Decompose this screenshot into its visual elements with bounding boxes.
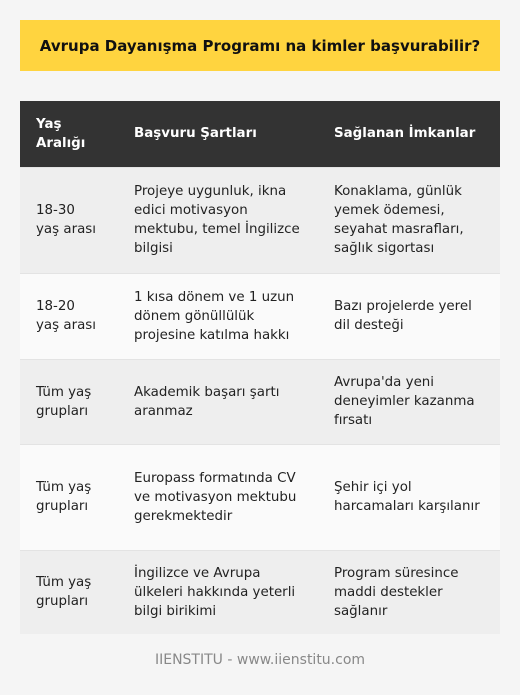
table-row bbox=[20, 359, 500, 444]
header-benefits: Sağlanan İmkanlar bbox=[318, 101, 500, 167]
cell-requirements: Europass formatında CV ve motivasyon mektubu gerekmektedir bbox=[118, 444, 318, 550]
table-header-row bbox=[20, 101, 500, 167]
cell-requirements: 1 kısa dönem ve 1 uzun dönem gönüllülük projesine katılma hakkı bbox=[118, 273, 318, 359]
table-row bbox=[20, 167, 500, 273]
cell-benefits: Konaklama, günlük yemek ödemesi, seyahat masrafları, sağlık sigortası bbox=[318, 167, 500, 273]
cell-age-range: Tüm yaş grupları bbox=[20, 550, 118, 634]
page-title: Avrupa Dayanışma Programı na kimler başvurabilir? bbox=[20, 20, 500, 71]
eligibility-table bbox=[20, 101, 500, 634]
table-row bbox=[20, 550, 500, 634]
header-requirements: Başvuru Şartları bbox=[118, 101, 318, 167]
header-age-range: Yaş Aralığı bbox=[20, 101, 118, 167]
cell-requirements: İngilizce ve Avrupa ülkeleri hakkında yeterli bilgi birikimi bbox=[118, 550, 318, 634]
cell-age-range: Tüm yaş grupları bbox=[20, 359, 118, 444]
cell-benefits: Bazı projelerde yerel dil desteği bbox=[318, 273, 500, 359]
table-row bbox=[20, 444, 500, 550]
cell-benefits: Avrupa'da yeni deneyimler kazanma fırsatı bbox=[318, 359, 500, 444]
cell-requirements: Akademik başarı şartı aranmaz bbox=[118, 359, 318, 444]
cell-age-range: 18-30 yaş arası bbox=[20, 167, 118, 273]
footer-credit: IIENSTITU - www.iienstitu.com bbox=[154, 652, 366, 668]
cell-age-range: 18-20 yaş arası bbox=[20, 273, 118, 359]
cell-requirements: Projeye uygunluk, ikna edici motivasyon mektubu, temel İngilizce bilgisi bbox=[118, 167, 318, 273]
cell-benefits: Program süresince maddi destekler sağlanır bbox=[318, 550, 500, 634]
cell-age-range: Tüm yaş grupları bbox=[20, 444, 118, 550]
cell-benefits: Şehir içi yol harcamaları karşılanır bbox=[318, 444, 500, 550]
table-row bbox=[20, 273, 500, 359]
